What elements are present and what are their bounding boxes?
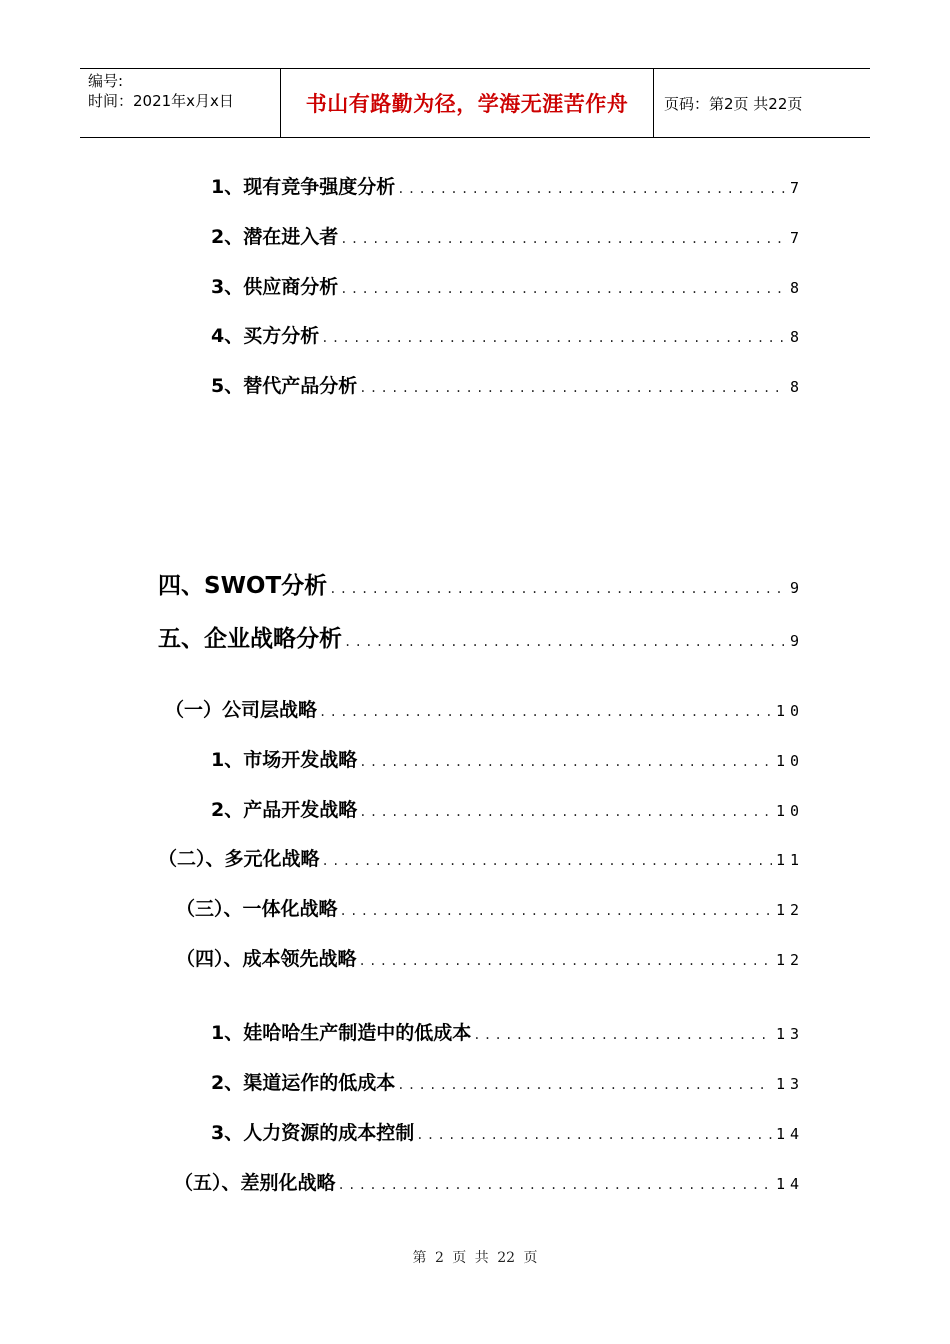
toc-entry-page: 8 [789, 279, 804, 297]
toc-entry-page: 7 [789, 229, 804, 247]
toc-entry[interactable] [211, 1068, 804, 1095]
toc-dot-leader [359, 381, 786, 395]
toc-entry[interactable] [211, 1018, 804, 1045]
toc-entry[interactable] [158, 844, 804, 871]
toc-entry[interactable] [211, 172, 804, 199]
toc-entry-page: 10 [775, 802, 804, 820]
toc-entry-page: 10 [775, 752, 804, 770]
toc-entry[interactable] [158, 620, 804, 653]
toc-entry-page: 12 [775, 901, 804, 919]
toc-entry-page: 8 [789, 328, 804, 346]
document-number-label: 编号: [88, 72, 124, 90]
toc-entry-page: 8 [789, 378, 804, 396]
toc-entry[interactable] [158, 567, 804, 600]
toc-dot-leader [321, 331, 786, 345]
toc-entry-label: 2、潜在进入者 [211, 226, 339, 248]
toc-dot-leader [338, 1178, 772, 1192]
toc-entry[interactable] [211, 745, 804, 772]
toc-entry-label: （五）、差别化战略 [174, 1172, 336, 1194]
toc-dot-leader [340, 282, 786, 296]
toc-entry-label: 1、现有竞争强度分析 [211, 176, 396, 198]
toc-dot-leader [359, 954, 772, 968]
toc-entry[interactable] [211, 371, 804, 398]
toc-entry-label: 5、替代产品分析 [211, 375, 358, 397]
toc-entry-label: 2、渠道运作的低成本 [211, 1072, 396, 1094]
toc-dot-leader [322, 854, 772, 868]
page-footer: 第 2 页 共 22 页 [412, 1250, 538, 1266]
toc-dot-leader [416, 1128, 772, 1142]
toc-entry-page: 10 [775, 702, 804, 720]
toc-entry-label: 四、SWOT分析 [158, 573, 328, 599]
toc-entry-label: （二）、多元化战略 [158, 848, 320, 870]
toc-entry[interactable] [174, 1168, 804, 1195]
document-time-label: 时间：2021年x月x日 [88, 92, 234, 110]
toc-entry[interactable] [211, 222, 804, 249]
toc-entry-label: （三）、一体化战略 [176, 898, 338, 920]
header-motto: 书山有路勤为径，学海无涯苦作舟 [281, 69, 654, 137]
toc-entry[interactable] [211, 795, 804, 822]
toc-entry-label: 1、娃哈哈生产制造中的低成本 [211, 1022, 472, 1044]
toc-entry-label: 4、买方分析 [211, 325, 320, 347]
toc-entry-page: 9 [789, 579, 804, 597]
toc-entry-label: 3、人力资源的成本控制 [211, 1122, 415, 1144]
header-page-info: 页码：第2页 共22页 [664, 94, 803, 113]
toc-entry-page: 11 [775, 851, 804, 869]
toc-dot-leader [340, 904, 772, 918]
toc-entry-page: 12 [775, 951, 804, 969]
toc-dot-leader [397, 1078, 772, 1092]
toc-dot-leader [329, 582, 786, 596]
toc-entry[interactable] [211, 321, 804, 348]
toc-entry-page: 13 [775, 1075, 804, 1093]
toc-dot-leader [473, 1028, 772, 1042]
toc-entry[interactable] [211, 1118, 804, 1145]
toc-dot-leader [397, 182, 786, 196]
toc-entry-label: （四）、成本领先战略 [176, 948, 357, 970]
toc-dot-leader [319, 705, 772, 719]
toc-entry-label: 2、产品开发战略 [211, 799, 358, 821]
toc-entry[interactable] [165, 695, 804, 722]
toc-entry-label: 3、供应商分析 [211, 276, 339, 298]
toc-entry[interactable] [176, 894, 804, 921]
toc-entry-label: 1、市场开发战略 [211, 749, 358, 771]
toc-dot-leader [359, 805, 772, 819]
toc-entry[interactable] [176, 944, 804, 971]
toc-entry-page: 13 [775, 1025, 804, 1043]
toc-entry-page: 14 [775, 1125, 804, 1143]
toc-dot-leader [344, 635, 786, 649]
toc-dot-leader [359, 755, 772, 769]
toc-entry-page: 7 [789, 179, 804, 197]
toc-entry-label: （一）公司层战略 [165, 699, 318, 721]
toc-dot-leader [340, 232, 786, 246]
toc-entry-label: 五、企业战略分析 [158, 626, 342, 652]
toc-entry-page: 9 [789, 632, 804, 650]
toc-entry[interactable] [211, 272, 804, 299]
toc-entry-page: 14 [775, 1175, 804, 1193]
